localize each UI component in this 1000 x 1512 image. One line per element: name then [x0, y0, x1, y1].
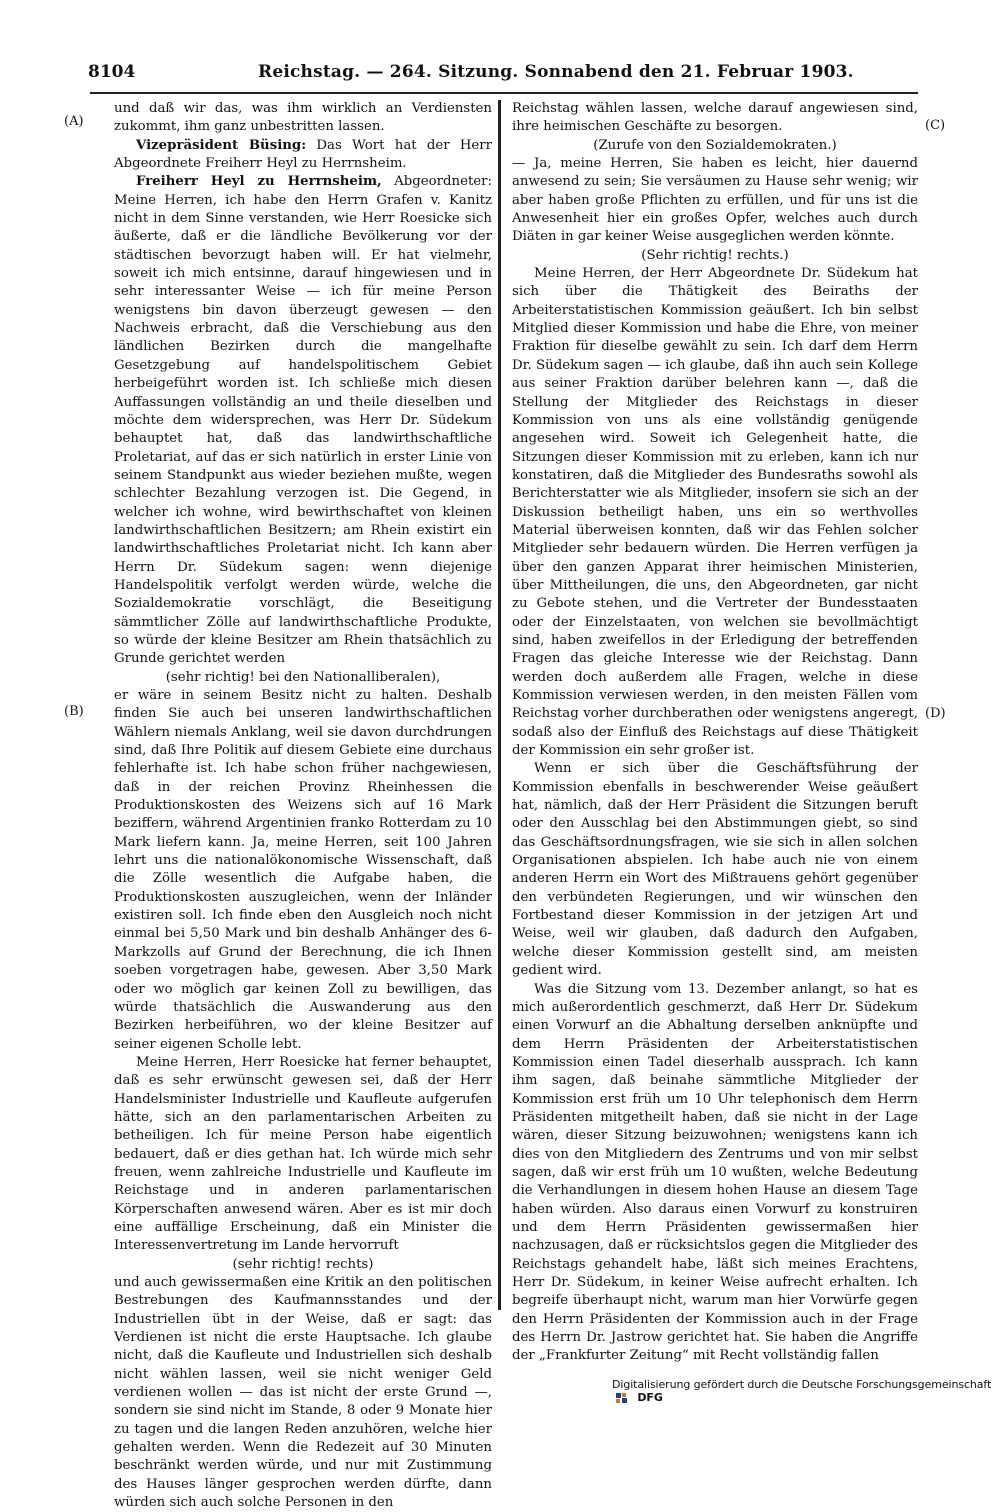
footer-credit — [612, 1378, 1000, 1404]
margin-marker-d: (D) — [925, 706, 946, 721]
interjection: (Sehr richtig! rechts.) — [641, 247, 789, 263]
page-header — [88, 62, 920, 86]
speaker-paragraph — [114, 137, 492, 174]
speech-text: Abgeordneter: Meine Herren, ich habe den Herrn Grafen v. Kanitz nicht in dem Sinne verstanden, wie Herr Roesicke sich äußerte, daß er die ländliche Bevölkerung vor der städtischen bevorzugt haben will. Er hat vielmehr, soweit ich mich entsinne, darauf hingewiesen und in sehr interessanter Weise — ich für meine Person wenigstens bin davon überzeugt gewesen — den Nachweis erbracht, daß die Verschiebung aus den ländlichen Bezirken durch die mangelhafte Gesetzgebung auf handelspolitischem Gebiet herbeigeführt worden ist. Ich schließe mich diesen Auffassungen vollständig an und theile dieselben und möchte dem widersprechen, was Herr Dr. Südekum behauptet hat, daß das landwirthschaftliche Proletariat, auf das er sich natürlich in erster Linie von seinem Standpunkt aus wieder beziehen mußte, wegen schlechter Bezahlung verzogen ist. Die Gegend, in welcher ich wohne, wird bewirthschaftet von kleinen landwirthschaftlichen Besitzern; am Rhein existirt ein landwirthschaftliches Proletariat nicht. Ich kann aber Herrn Dr. Südekum sagen: wenn diejenige Handelspolitik verfolgt werden würde, welche die Sozialdemokratie vorschlägt, die Beseitigung sämmtlicher Zölle auf landwirthschaftliche Produkte, so würde der kleine Besitzer am Rhein thatsächlich zu Grunde gerichtet werden — [114, 174, 493, 667]
column-divider — [498, 100, 501, 1310]
interjection: (sehr richtig! bei den Nationalliberalen), — [165, 669, 441, 685]
dfg-logo-icon — [616, 1393, 632, 1403]
header-rule — [90, 92, 918, 94]
paragraph: Wenn er sich über die Geschäftsführung der Kommission ebenfalls in beschwerender Weise geäußert hat, nämlich, daß der Herr Präsident die Sitzungen beruft oder den Ausschlag bei den Abstimmungen giebt, so sind das Geschäftsordnungsfragen, wie sie sich in allen solchen Organisationen abspielen. Ich habe auch nie von einem anderen Herrn ein Wort des Mißtrauens gehört gegenüber den verbündeten Regierungen, und wir wünschen den Fortbestand dieser Kommission in der jetzigen Art und Weise, weil wir glauben, daß dadurch den Aufgaben, welche dieser Kommission gestellt sind, am meisten gedient wird. — [512, 761, 918, 979]
interjection: (sehr richtig! rechts) — [232, 1256, 374, 1272]
dfg-logo-label: DFG — [637, 1391, 663, 1404]
paragraph: Was die Sitzung vom 13. Dezember anlangt, so hat es mich außerordentlich geschmerzt, daß Herr Dr. Südekum einen Vorwurf an die Abhaltung derselben anknüpfte und dem Herrn Präsidenten der Arbeiterstatistischen Kommission einen Tadel dieserhalb aussprach. Ich kann ihm sagen, daß beinahe sämmtliche Mitglieder der Kommission erst früh um 10 Uhr telephonisch dem Herrn Präsidenten mitgetheilt haben, daß sie nicht in der Lage wären, dieser Sitzung beizuwohnen; wenigstens kann ich dies von den Mitgliedern des Zentrums und von mir selbst sagen, daß wir erst früh um 10 wußten, welche Bedeutung die Verhandlungen in diesem hohen Hause an diesem Tage haben würden. Also daraus einen Vorwurf zu konstruiren und dem Herrn Präsidenten gewissermaßen hier nachzusagen, daß er rücksichtslos gegen die Mitglieder des Reichstags gehandelt habe, läßt sich meines Erachtens, Herr Dr. Südekum, in keiner Weise aufrecht erhalten. Ich begreife überhaupt nicht, warum man hier Vorwürfe gegen den Herrn Präsidenten der Kommission auch in der Frage des Herrn Dr. Jastrow gerichtet hat. Sie haben die Angriffe der „Frankfurter Zeitung“ mit Recht vollständig fallen — [512, 981, 918, 1364]
paragraph: — Ja, meine Herren, Sie haben es leicht, hier dauernd anwesend zu sein; Sie versäumen zu Hause sehr wenig; wir aber haben große Pflichten zu erfüllen, und für uns ist die Anwesenheit hier ein großes Opfer, welches auch durch Diäten in gar keiner Weise ausgeglichen werden könnte. — [512, 156, 918, 245]
footer-text: Digitalisierung gefördert durch die Deutsche Forschungsgemeinschaft — [612, 1378, 992, 1391]
interjection: (Zurufe von den Sozialdemokraten.) — [593, 137, 837, 153]
paragraph: und daß wir das, was ihm wirklich an Verdiensten zukommt, ihm ganz unbestritten lassen. — [114, 101, 492, 135]
margin-marker-b: (B) — [64, 704, 84, 719]
right-column — [512, 100, 918, 1366]
speaker-paragraph — [114, 173, 492, 668]
left-column — [114, 100, 492, 1512]
page-number: 8104 — [88, 62, 136, 82]
speaker-name: Vizepräsident Büsing: — [136, 137, 307, 153]
paragraph: und auch gewissermaßen eine Kritik an den politischen Bestrebungen des Kaufmannsstandes und der Industriellen übt in der Weise, daß er sagt: das Verdienen ist nicht die erste Hauptsache. Ich glaube nicht, daß die Kaufleute und Industriellen sich deshalb nicht wählen lassen, weil sie nicht weniger Geld verdienen wollen — das ist nicht der erste Grund —, sondern sie sind nicht im Stande, 8 oder 9 Monate hier zu tagen und die langen Reden anzuhören, welche hier gehalten werden. Wenn die Redezeit auf 30 Minuten beschränkt werden würde, und nur mit Zustimmung des Hauses länger gesprochen werden dürfte, dann würden sich auch solche Personen in den — [114, 1275, 492, 1511]
paragraph: Meine Herren, der Herr Abgeordnete Dr. Südekum hat sich über die Thätigkeit des Beiraths der Arbeiterstatistischen Kommission geäußert. Ich bin selbst Mitglied dieser Kommission und habe die Ehre, von meiner Fraktion für dieselbe gewählt zu sein. Ich darf dem Herrn Dr. Südekum sagen — ich glaube, daß ihn auch sein Kollege aus seiner Fraktion darüber belehren kann —, daß die Stellung der Mitglieder des Reichstags in dieser Kommission von uns als eine vollständig genügende angesehen wird. Soweit ich Gelegenheit hatte, die Sitzungen dieser Kommission mit zu erleben, kann ich nur konstatiren, daß die Mitglieder des Bundesraths sowohl als Berichterstatter wie als Mitglieder, insofern sie sich an der Diskussion betheiligt haben, uns ein so werthvolles Material überweisen konnten, daß wir das Fehlen solcher Mitglieder sehr bedauern würden. Die Herren verfügen ja über den ganzen Apparat ihrer heimischen Ministerien, über Mittheilungen, die uns, den Abgeordneten, gar nicht zu Gebote stehen, und die Vertreter der Bundesstaaten oder der Einzelstaaten, von welchen sie bevollmächtigt sind, haben zweifellos in der Erledigung der betreffenden Fragen das gleiche Interesse wie der Reichstag. Dann werden doch außerdem alle Fragen, welche in diese Kommission verwiesen werden, in den meisten Fällen vom Reichstag vorher durchberathen oder wenigstens angeregt, sodaß also der Einfluß des Reichstags auf diese Thätigkeit der Kommission ein sehr großer ist. — [512, 266, 918, 759]
paragraph: Reichstag wählen lassen, welche darauf angewiesen sind, ihre heimischen Geschäfte zu besorgen. — [512, 101, 918, 135]
running-title: Reichstag. — 264. Sitzung. Sonnabend den 21. Februar 1903. — [258, 62, 854, 82]
speech-text: Das Wort hat der Herr Abgeordnete Freiherr Heyl zu Herrnsheim. — [114, 137, 492, 172]
paragraph: er wäre in seinem Besitz nicht zu halten. Deshalb finden Sie auch bei unseren landwirthschaftlichen Wählern niemals Anklang, weil sie davon durchdrungen sind, daß Ihre Politik auf diesem Gebiete eine durchaus fehlerhafte ist. Ich habe schon früher nachgewiesen, daß in der reichen Provinz Rheinhessen die Produktionskosten des Weizens sich auf 16 Mark beziffern, während Argentinien franko Rotterdam zu 10 Mark liefern kann. Ja, meine Herren, seit 100 Jahren lehrt uns die nationalökonomische Wissenschaft, daß die Zölle wesentlich die Aufgabe haben, die Produktionskosten auszugleichen, wenn der Inländer existiren soll. Ich finde eben den Ausgleich noch nicht einmal bei 5,50 Mark und bin deshalb Anhänger des 6-Markzolls auf Grund der Berechnung, die ich Ihnen soeben vorgetragen habe, gewesen. Aber 3,50 Mark oder wo möglich gar keinen Zoll zu bewilligen, das würde thatsächlich die Auswanderung aus den Bezirken herbeiführen, wo der kleine Besitzer auf seiner eigenen Scholle lebt. — [114, 688, 492, 1052]
margin-marker-a: (A) — [64, 114, 84, 129]
paragraph: Meine Herren, Herr Roesicke hat ferner behauptet, daß es sehr erwünscht gewesen sei, daß der Herr Handelsminister Industrielle und Kaufleute aufgerufen hätte, sich an den parlamentarischen Arbeiten zu betheiligen. Ich für meine Person habe eigentlich bedauert, daß er dies gethan hat. Ich würde mich sehr freuen, wenn zahlreiche Industrielle und Kaufleute im Reichstage und in anderen parlamentarischen Körperschaften anwesend wären. Aber es ist mir doch eine auffällige Erscheinung, daß ein Minister die Interessenvertretung im Lande hervorruft — [114, 1054, 492, 1254]
speaker-name: Freiherr Heyl zu Herrnsheim, — [136, 174, 382, 190]
margin-marker-c: (C) — [925, 118, 946, 133]
